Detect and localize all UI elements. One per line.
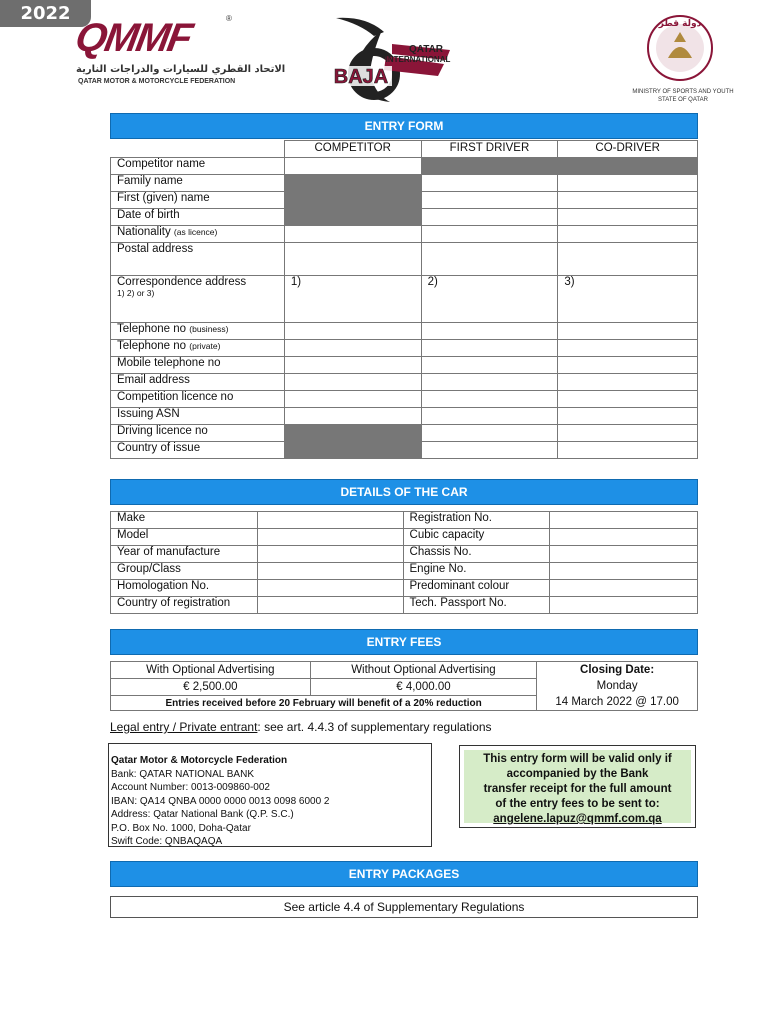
qmmf-arabic-name: الاتحاد القطري للسيارات والدراجات النارية [76,64,286,75]
entry-packages-note: See article 4.4 of Supplementary Regulations [110,896,698,918]
col-co-driver: CO-DRIVER [558,141,698,158]
input-cell[interactable] [284,226,421,243]
input-cell[interactable] [284,158,421,175]
car-label: Model [111,529,258,546]
row-label: Country of issue [111,442,285,459]
car-label: Cubic capacity [403,529,550,546]
baja-word-text: BAJA [333,66,389,88]
input-cell[interactable] [550,512,698,529]
bank-address: Address: Qatar National Bank (Q.P. S.C.) [111,809,294,820]
input-cell[interactable] [550,580,698,597]
car-label: Engine No. [403,563,550,580]
baja-logo-graphic [326,14,456,110]
input-cell[interactable] [421,340,558,357]
bank-name: Bank: QATAR NATIONAL BANK [111,768,254,780]
input-cell[interactable] [558,175,698,192]
input-cell[interactable] [421,209,558,226]
early-entry-reduction-note: Entries received before 20 February will benefit of a 20% reduction [111,696,537,711]
entry-fees-table [110,661,698,711]
car-details-title-bar: DETAILS OF THE CAR [110,479,698,505]
qmmf-logo-text: QMMF [72,16,195,60]
input-cell[interactable] [257,546,403,563]
bank-po-box: P.O. Box No. 1000, Doha-Qatar [111,822,251,834]
input-cell[interactable] [421,175,558,192]
fee-without-advertising-label: Without Optional Advertising [310,662,537,679]
year-badge: 2022 [0,0,91,27]
input-cell[interactable] [284,243,421,276]
legal-entry-note: Legal entry / Private entrant: see art. 4.4.3 of supplementary regulations [110,720,492,734]
input-cell[interactable] [550,529,698,546]
closing-date-value: 14 March 2022 @ 17.00 [555,696,679,708]
row-label: Telephone no (business) [111,323,285,340]
corr-option-2[interactable]: 2) [421,276,558,323]
input-cell[interactable] [257,529,403,546]
baja-international-text: INTERNATIONAL [385,55,451,64]
qmmf-english-name: QATAR MOTOR & MOTORCYCLE FEDERATION [78,78,236,85]
input-cell[interactable] [550,546,698,563]
col-competitor: COMPETITOR [284,141,421,158]
ministry-caption: MINISTRY OF SPORTS AND YOUTH STATE OF QATAR [632,89,734,103]
input-cell[interactable] [421,442,558,459]
qatar-baja-logo [326,14,456,110]
car-label: Chassis No. [403,546,550,563]
entry-fees-title-bar: ENTRY FEES [110,629,698,655]
entry-form-table [110,140,698,459]
input-cell[interactable] [284,374,421,391]
input-cell[interactable] [558,408,698,425]
input-cell[interactable] [257,580,403,597]
input-cell[interactable] [421,243,558,276]
row-label: Competitor name [111,158,285,175]
car-label: Homologation No. [111,580,258,597]
input-cell[interactable] [558,391,698,408]
row-label: Postal address [111,243,285,276]
row-label: Mobile telephone no [111,357,285,374]
row-label: First (given) name [111,192,285,209]
input-cell[interactable] [257,512,403,529]
input-cell[interactable] [421,374,558,391]
fee-with-advertising-label: With Optional Advertising [111,662,311,679]
entry-email-link[interactable]: angelene.lapuz@qmmf.com.qa [493,813,662,825]
input-cell[interactable] [550,597,698,614]
row-label: Family name [111,175,285,192]
input-cell[interactable] [558,442,698,459]
car-label: Country of registration [111,597,258,614]
input-cell[interactable] [421,323,558,340]
closing-date-cell [537,662,698,711]
fee-without-advertising-price: € 4,000.00 [310,679,537,696]
row-label: Correspondence address 1) 2) or 3) [111,276,285,323]
ministry-logo [628,12,738,108]
row-label: Date of birth [111,209,285,226]
input-cell[interactable] [257,563,403,580]
input-cell[interactable] [284,391,421,408]
ministry-arabic-text: دولة قطر [658,19,702,29]
row-label: Telephone no (private) [111,340,285,357]
car-label: Predominant colour [403,580,550,597]
col-first-driver: FIRST DRIVER [421,141,558,158]
input-cell[interactable] [550,563,698,580]
input-cell[interactable] [284,340,421,357]
row-label: Driving licence no [111,425,285,442]
input-cell[interactable] [421,425,558,442]
validity-notice: This entry form will be valid only if accompanied by the Bank transfer receipt for the full amount of the entry fees to be sent to: angelene.lapuz@qmmf.com.qa [464,750,691,823]
entry-packages-title-bar: ENTRY PACKAGES [110,861,698,887]
input-cell[interactable] [558,340,698,357]
car-label: Registration No. [403,512,550,529]
input-cell[interactable] [421,391,558,408]
fee-with-advertising-price: € 2,500.00 [111,679,311,696]
input-cell[interactable] [558,323,698,340]
ministry-emblem [628,12,738,86]
closing-date-label: Closing Date: [580,664,655,676]
input-cell[interactable] [257,597,403,614]
registered-mark: ® [226,14,232,23]
input-cell[interactable] [421,192,558,209]
input-cell[interactable] [558,226,698,243]
row-label: Issuing ASN [111,408,285,425]
baja-qatar-text: QATAR [408,44,444,55]
validity-notice-box [459,745,696,828]
car-label: Make [111,512,258,529]
input-cell[interactable] [558,374,698,391]
input-cell[interactable] [284,408,421,425]
input-cell[interactable] [558,243,698,276]
row-label: Competition licence no [111,391,285,408]
input-cell[interactable] [421,226,558,243]
car-label: Tech. Passport No. [403,597,550,614]
bank-account-number: Account Number: 0013-009860-002 [111,782,270,793]
input-cell[interactable] [421,357,558,374]
corr-option-3[interactable]: 3) [558,276,698,323]
car-details-table [110,511,698,614]
car-label: Year of manufacture [111,546,258,563]
input-cell[interactable] [284,357,421,374]
input-cell[interactable] [558,209,698,226]
input-cell[interactable] [421,408,558,425]
row-label: Email address [111,374,285,391]
bank-holder-name: Qatar Motor & Motorcycle Federation [111,755,288,766]
bank-details-box [108,743,432,847]
input-cell[interactable] [558,425,698,442]
qmmf-logo [72,14,286,90]
closing-day: Monday [596,680,638,692]
bank-iban: IBAN: QA14 QNBA 0000 0000 0013 0098 6000 2 [111,795,330,807]
car-label: Group/Class [111,563,258,580]
entry-form-title-bar: ENTRY FORM [110,113,698,139]
input-cell[interactable] [558,357,698,374]
bank-swift-code: Swift Code: QNBAQAQA [111,836,223,847]
input-cell[interactable] [558,192,698,209]
row-label: Nationality (as licence) [111,226,285,243]
corr-option-1[interactable]: 1) [284,276,421,323]
input-cell[interactable] [284,323,421,340]
